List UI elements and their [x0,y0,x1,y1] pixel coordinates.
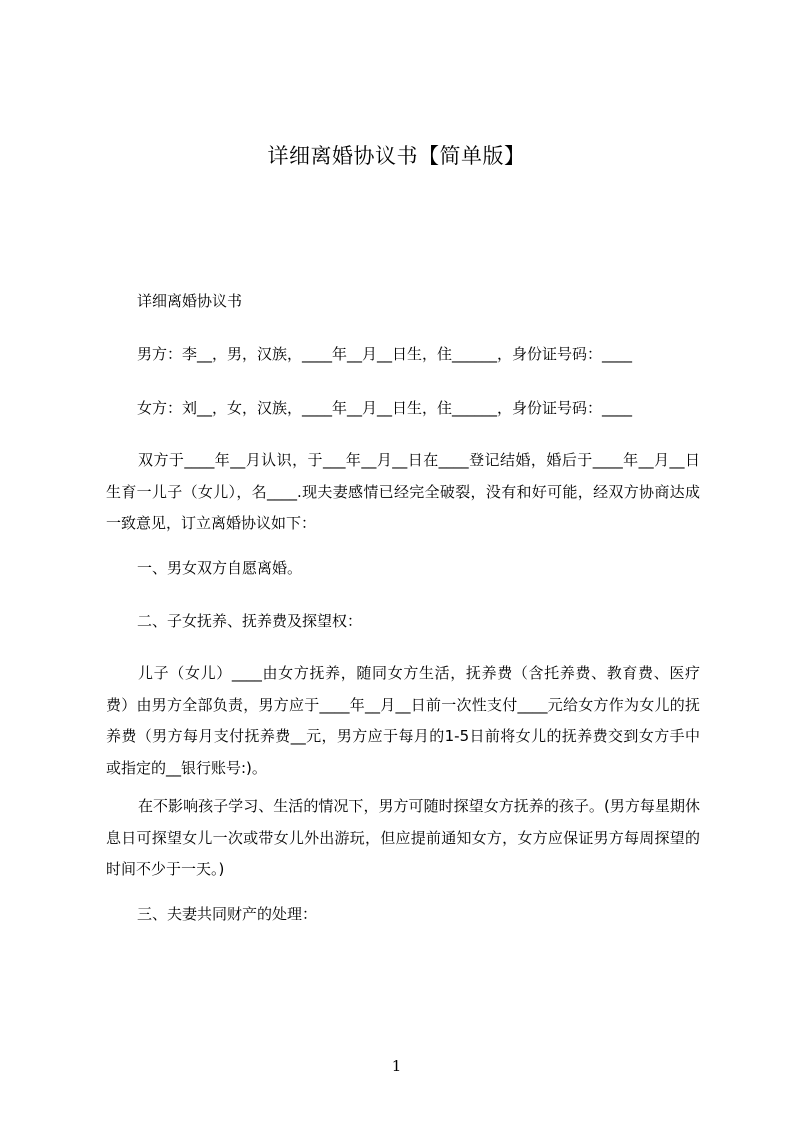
intro-paragraph: 双方于____年__月认识，于___年__月__日在____登记结婚，婚后于____年__月__日生育一儿子（女儿），名____.现夫妻感情已经完全破裂，没有和好可能，经双方协商达成一致意见，订立离婚协议如下： [106,451,700,532]
visitation-paragraph: 在不影响孩子学习、生活的情况下，男方可随时探望女方抚养的孩子。(男方每星期休息日可探望女儿一次或带女儿外出游玩，但应提前通知女方，女方应保证男方每周探望的时间不少于一天。) [106,797,700,878]
page-number: 1 [391,1057,402,1075]
document-title: 详细离婚协议书【简单版】 [267,144,526,168]
custody-paragraph: 儿子（女儿）____由女方抚养，随同女方生活，抚养费（含托养费、教育费、医疗费）由男方全部负责，男方应于____年__月__日前一次性支付____元给女方作为女儿的抚养费（男方每月支付抚养费__元，男方应于每月的1-5日前将女儿的抚养费交到女方手中或指定的__银行账号:)。 [106,664,700,777]
wife-info-line: 女方：刘__，女，汉族，____年__月__日生，住______，身份证号码：____ [137,399,633,417]
husband-info-line: 男方：李__，男，汉族，____年__月__日生，住______，身份证号码：____ [137,345,633,363]
section-heading-3: 三、夫妻共同财产的处理： [137,905,318,923]
document-subtitle: 详细离婚协议书 [137,292,243,310]
section-heading-1: 一、男女双方自愿离婚。 [137,559,303,577]
section-heading-2: 二、子女抚养、抚养费及探望权： [137,612,363,630]
